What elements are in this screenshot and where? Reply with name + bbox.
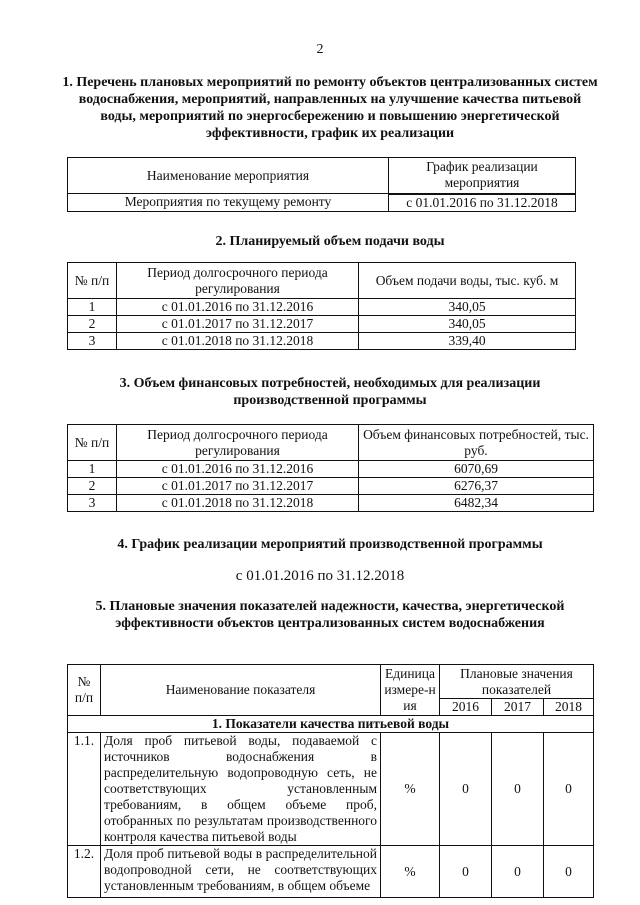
events-table bbox=[67, 157, 576, 212]
row-amount: 6276,37 bbox=[359, 478, 594, 495]
water-supply-table bbox=[67, 262, 576, 350]
row-number: 1.2. bbox=[68, 846, 101, 898]
row-value-2017: 0 bbox=[492, 846, 544, 898]
table-row bbox=[68, 299, 576, 316]
row-volume: 339,40 bbox=[359, 333, 576, 350]
header-unit: Единица измере-ния bbox=[381, 665, 440, 716]
row-amount: 6482,34 bbox=[359, 495, 594, 512]
event-schedule-cell: с 01.01.2016 по 31.12.2018 bbox=[389, 194, 576, 212]
header-number: № п/п bbox=[68, 263, 117, 299]
page-number: 2 bbox=[316, 42, 324, 57]
row-period: с 01.01.2017 по 31.12.2017 bbox=[117, 478, 359, 495]
row-number: 2 bbox=[68, 478, 117, 495]
row-indicator-name: Доля проб питьевой воды в распределительной водопроводной сети, не соответствующих установленным требованиям, в общем объеме bbox=[101, 846, 381, 898]
row-period: с 01.01.2016 по 31.12.2016 bbox=[117, 299, 359, 316]
header-volume: Объем подачи воды, тыс. куб. м bbox=[359, 263, 576, 299]
section-4-period: с 01.01.2016 по 31.12.2018 bbox=[235, 568, 405, 584]
table-row bbox=[68, 846, 594, 898]
row-volume: 340,05 bbox=[359, 299, 576, 316]
row-number: 2 bbox=[68, 316, 117, 333]
table-header-row bbox=[68, 425, 594, 461]
header-schedule: График реализации мероприятия bbox=[389, 158, 576, 194]
row-number: 1 bbox=[68, 299, 117, 316]
row-period: с 01.01.2016 по 31.12.2016 bbox=[117, 461, 359, 478]
row-value-2017: 0 bbox=[492, 733, 544, 846]
section-2-title: 2. Планируемый объем подачи воды bbox=[215, 234, 445, 249]
section-5-title: 5. Плановые значения показателей надежности, качества, энергетической эффективности объектов централизованных систем водоснабжения bbox=[95, 599, 565, 631]
event-name-cell: Мероприятия по текущему ремонту bbox=[68, 194, 389, 212]
table-header-row bbox=[68, 665, 594, 699]
header-period: Период долгосрочного периода регулирования bbox=[117, 425, 359, 461]
header-indicator-name: Наименование показателя bbox=[101, 665, 381, 716]
header-financial-volume: Объем финансовых потребностей, тыс. руб. bbox=[359, 425, 594, 461]
row-period: с 01.01.2017 по 31.12.2017 bbox=[117, 316, 359, 333]
section-4-title: 4. График реализации мероприятий производственной программы bbox=[117, 537, 543, 552]
header-year-2018: 2018 bbox=[544, 699, 594, 716]
row-value-2018: 0 bbox=[544, 733, 594, 846]
row-value-2016: 0 bbox=[440, 846, 492, 898]
header-number: № п/п bbox=[68, 665, 101, 716]
table-row bbox=[68, 194, 576, 212]
table-group-row bbox=[68, 716, 594, 733]
table-header-row bbox=[68, 263, 576, 299]
section-1-title: 1. Перечень плановых мероприятий по ремонту объектов централизованных систем водоснабжения, мероприятий, направленных на улучшение качества питьевой воды, мероприятий по энергосбережению и повышению энергетической эффективности, график их реализации bbox=[62, 75, 598, 141]
row-period: с 01.01.2018 по 31.12.2018 bbox=[117, 495, 359, 512]
header-year-2016: 2016 bbox=[440, 699, 492, 716]
table-row bbox=[68, 333, 576, 350]
header-number: № п/п bbox=[68, 425, 117, 461]
indicators-table bbox=[67, 664, 594, 898]
header-event-name: Наименование мероприятия bbox=[68, 158, 389, 194]
row-value-2016: 0 bbox=[440, 733, 492, 846]
table-row bbox=[68, 478, 594, 495]
row-period: с 01.01.2018 по 31.12.2018 bbox=[117, 333, 359, 350]
row-unit: % bbox=[381, 733, 440, 846]
financial-needs-table bbox=[67, 424, 594, 512]
header-period: Период долгосрочного периода регулирования bbox=[117, 263, 359, 299]
table-row bbox=[68, 495, 594, 512]
row-value-2018: 0 bbox=[544, 846, 594, 898]
header-planned-values: Плановые значения показателей bbox=[440, 665, 594, 699]
row-number: 1 bbox=[68, 461, 117, 478]
table-row bbox=[68, 461, 594, 478]
group-heading: 1. Показатели качества питьевой воды bbox=[68, 716, 594, 733]
table-header-row bbox=[68, 158, 576, 194]
row-number: 3 bbox=[68, 495, 117, 512]
table-row bbox=[68, 316, 576, 333]
row-amount: 6070,69 bbox=[359, 461, 594, 478]
row-number: 1.1. bbox=[68, 733, 101, 846]
row-volume: 340,05 bbox=[359, 316, 576, 333]
row-unit: % bbox=[381, 846, 440, 898]
header-year-2017: 2017 bbox=[492, 699, 544, 716]
row-number: 3 bbox=[68, 333, 117, 350]
row-indicator-name: Доля проб питьевой воды, подаваемой с источников водоснабжения в распределительную водопроводную сеть, не соответствующих установленным требованиям, в общем объеме проб, отобранных по результатам производственного контроля качества питьевой воды bbox=[101, 733, 381, 846]
section-3-title: 3. Объем финансовых потребностей, необходимых для реализации производственной программы bbox=[119, 376, 541, 408]
table-row bbox=[68, 733, 594, 846]
